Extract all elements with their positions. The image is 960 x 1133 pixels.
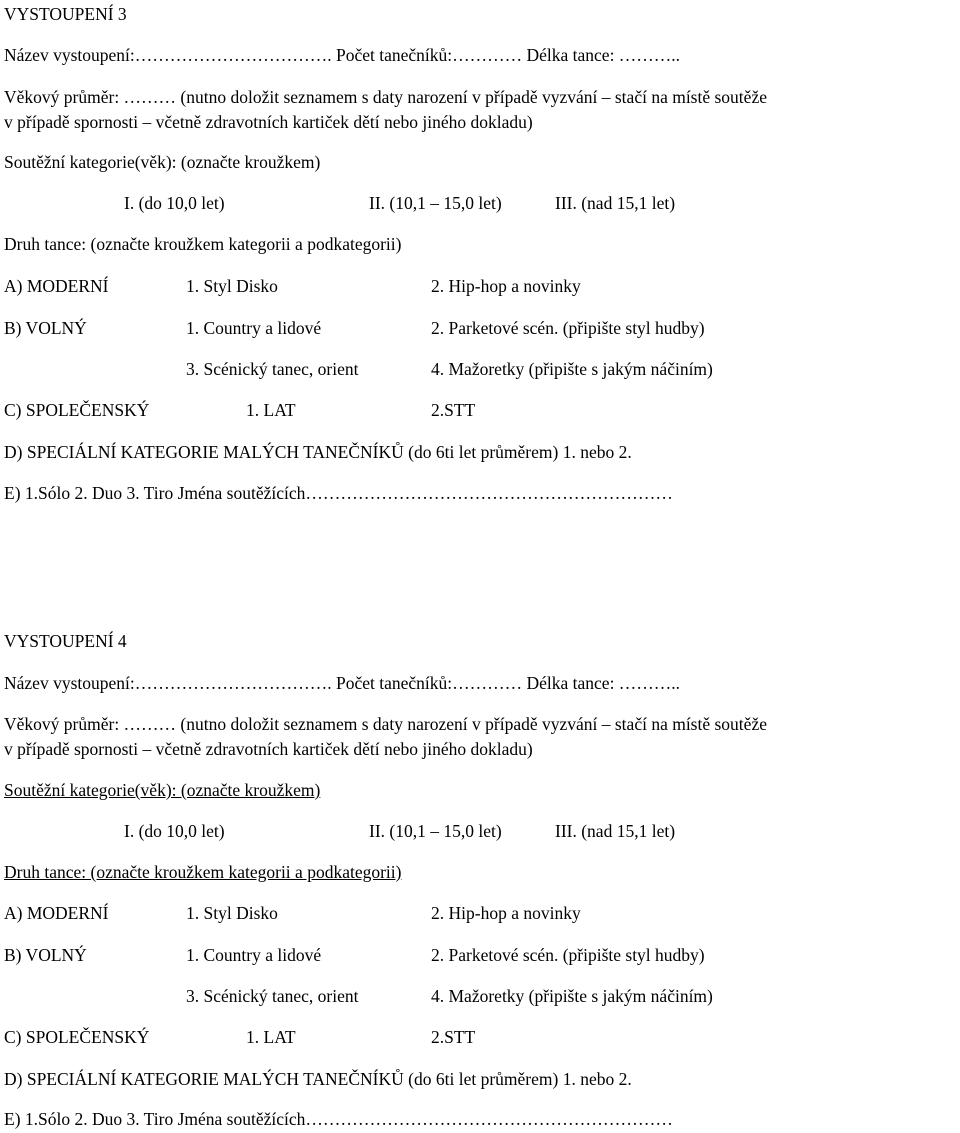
age-line-2: v případě spornosti – včetně zdravotních kartiček dětí nebo jiného dokladu)	[4, 739, 533, 759]
category-b-label: B) VOLNÝ	[4, 318, 87, 338]
category-e-line: E) 1.Sólo 2. Duo 3. Tiro Jména soutěžících………………………………………………………	[4, 1109, 673, 1129]
category-b-option-1: 1. Country a lidové	[186, 945, 322, 965]
dance-type-heading: Druh tance: (označte kroužkem kategorii a podkategorii)	[4, 234, 402, 254]
category-c-label: C) SPOLEČENSKÝ	[4, 1027, 150, 1047]
age-category-1: I. (do 10,0 let)	[124, 193, 225, 213]
category-a-option-1: 1. Styl Disko	[186, 276, 278, 296]
category-c-option-2: 2.STT	[431, 400, 476, 420]
age-category-3: III. (nad 15,1 let)	[555, 821, 676, 841]
name-line: Název vystoupení:……………………………. Počet tanečníků:………… Délka tance: ………..	[4, 673, 681, 693]
category-c-option-1: 1. LAT	[246, 1027, 296, 1047]
age-line-1: Věkový průměr: ……… (nutno doložit seznamem s daty narození v případě vyzvání – stačí na místě soutěže	[4, 714, 767, 734]
section-heading: VYSTOUPENÍ 4	[4, 631, 127, 651]
age-line-1: Věkový průměr: ……… (nutno doložit seznamem s daty narození v případě vyzvání – stačí na místě soutěže	[4, 87, 767, 107]
category-a-option-2: 2. Hip-hop a novinky	[431, 276, 581, 296]
category-b-option-4: 4. Mažoretky (připište s jakým náčiním)	[431, 359, 713, 379]
section-heading: VYSTOUPENÍ 3	[4, 4, 127, 24]
category-a-label: A) MODERNÍ	[4, 903, 109, 923]
category-a-option-1: 1. Styl Disko	[186, 903, 278, 923]
age-category-3: III. (nad 15,1 let)	[555, 193, 676, 213]
category-e-line: E) 1.Sólo 2. Duo 3. Tiro Jména soutěžících………………………………………………………	[4, 483, 673, 503]
age-line-2: v případě spornosti – včetně zdravotních kartiček dětí nebo jiného dokladu)	[4, 112, 533, 132]
dance-type-heading: Druh tance: (označte kroužkem kategorii a podkategorii)	[4, 862, 402, 882]
age-category-2: II. (10,1 – 15,0 let)	[369, 821, 502, 841]
age-category-heading: Soutěžní kategorie(věk): (označte kroužkem)	[4, 780, 321, 800]
category-b-option-3: 3. Scénický tanec, orient	[186, 986, 359, 1006]
name-line: Název vystoupení:……………………………. Počet tanečníků:………… Délka tance: ………..	[4, 45, 681, 65]
category-b-option-4: 4. Mažoretky (připište s jakým náčiním)	[431, 986, 713, 1006]
category-a-label: A) MODERNÍ	[4, 276, 109, 296]
age-category-heading: Soutěžní kategorie(věk): (označte kroužkem)	[4, 152, 321, 172]
category-d-line: D) SPECIÁLNÍ KATEGORIE MALÝCH TANEČNÍKŮ (do 6ti let průměrem) 1. nebo 2.	[4, 442, 632, 462]
category-a-option-2: 2. Hip-hop a novinky	[431, 903, 581, 923]
category-b-option-1: 1. Country a lidové	[186, 318, 322, 338]
category-b-option-2: 2. Parketové scén. (připište styl hudby)	[431, 318, 705, 338]
category-c-label: C) SPOLEČENSKÝ	[4, 400, 150, 420]
category-b-option-3: 3. Scénický tanec, orient	[186, 359, 359, 379]
category-c-option-1: 1. LAT	[246, 400, 296, 420]
category-c-option-2: 2.STT	[431, 1027, 476, 1047]
category-d-line: D) SPECIÁLNÍ KATEGORIE MALÝCH TANEČNÍKŮ (do 6ti let průměrem) 1. nebo 2.	[4, 1069, 632, 1089]
age-category-2: II. (10,1 – 15,0 let)	[369, 193, 502, 213]
category-b-option-2: 2. Parketové scén. (připište styl hudby)	[431, 945, 705, 965]
category-b-label: B) VOLNÝ	[4, 945, 87, 965]
age-category-1: I. (do 10,0 let)	[124, 821, 225, 841]
